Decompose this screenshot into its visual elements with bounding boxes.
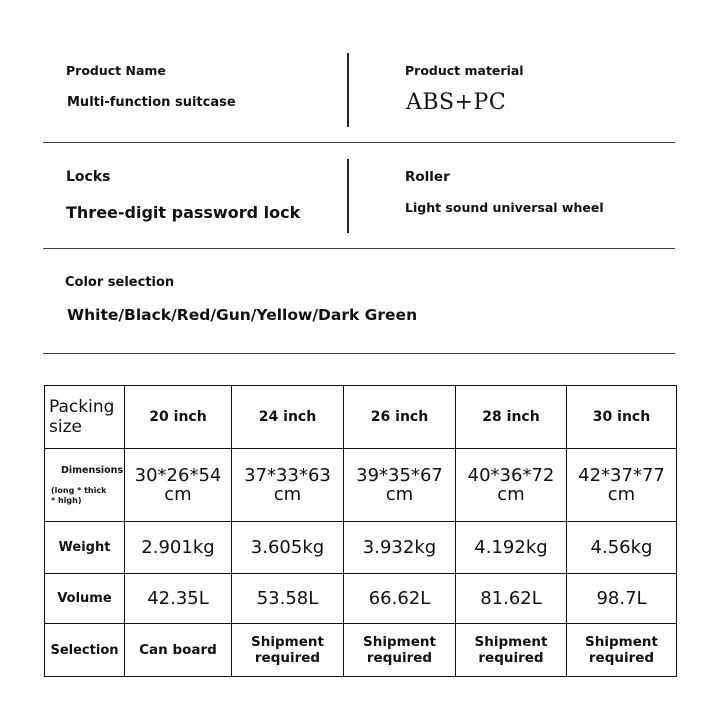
dimensions-label <box>45 449 125 522</box>
color-label: Color selection <box>65 275 175 290</box>
table-row <box>45 522 677 574</box>
table-row <box>45 449 677 522</box>
dimensions-sub-2: * high) <box>51 495 82 505</box>
selection-cell: Shipment required <box>456 624 567 677</box>
volume-cell: 42.35L <box>125 574 232 624</box>
volume-cell: 53.58L <box>232 574 344 624</box>
product-name-value: Multi-function suitcase <box>67 95 236 110</box>
material-label: Product material <box>405 63 524 78</box>
weight-cell: 4.192kg <box>456 522 567 574</box>
locks-label: Locks <box>66 169 111 185</box>
selection-cell: Shipment required <box>344 624 456 677</box>
dimension-cell: 42*37*77 cm <box>567 449 677 522</box>
spec-table <box>44 385 677 677</box>
size-header: 24 inch <box>232 386 344 449</box>
dimension-cell: 37*33*63 cm <box>232 449 344 522</box>
packing-size-label <box>45 386 125 449</box>
locks-value: Three-digit password lock <box>66 203 301 222</box>
table-row <box>45 624 677 677</box>
size-header: 26 inch <box>344 386 456 449</box>
divider-vertical-2 <box>347 159 349 233</box>
divider-horizontal-2 <box>43 248 675 249</box>
divider-horizontal-3 <box>43 353 675 354</box>
material-value: ABS+PC <box>406 90 507 115</box>
divider-horizontal-1 <box>43 142 675 143</box>
product-name-label: Product Name <box>66 63 166 78</box>
divider-vertical-1 <box>347 53 349 127</box>
color-value: White/Black/Red/Gun/Yellow/Dark Green <box>67 306 418 324</box>
selection-cell: Can board <box>125 624 232 677</box>
size-header: 28 inch <box>456 386 567 449</box>
size-header: 30 inch <box>567 386 677 449</box>
selection-cell: Shipment required <box>232 624 344 677</box>
weight-cell: 2.901kg <box>125 522 232 574</box>
weight-cell: 3.605kg <box>232 522 344 574</box>
roller-value: Light sound universal wheel <box>405 200 604 215</box>
volume-cell: 98.7L <box>567 574 677 624</box>
size-header: 20 inch <box>125 386 232 449</box>
table-row <box>45 574 677 624</box>
dimension-cell: 30*26*54 cm <box>125 449 232 522</box>
weight-cell: 3.932kg <box>344 522 456 574</box>
weight-cell: 4.56kg <box>567 522 677 574</box>
volume-label: Volume <box>45 574 125 624</box>
selection-cell: Shipment required <box>567 624 677 677</box>
dimensions-title: Dimensions <box>61 464 124 476</box>
selection-label: Selection <box>45 624 125 677</box>
table-row <box>45 386 677 449</box>
dimension-cell: 39*35*67 cm <box>344 449 456 522</box>
volume-cell: 66.62L <box>344 574 456 624</box>
packing-label-line-2: size <box>49 417 82 437</box>
dimension-cell: 40*36*72 cm <box>456 449 567 522</box>
packing-label-line-1: Packing <box>49 397 115 417</box>
dimensions-sub-1: (long * thick <box>51 485 107 495</box>
volume-cell: 81.62L <box>456 574 567 624</box>
roller-label: Roller <box>405 169 450 185</box>
weight-label: Weight <box>45 522 125 574</box>
